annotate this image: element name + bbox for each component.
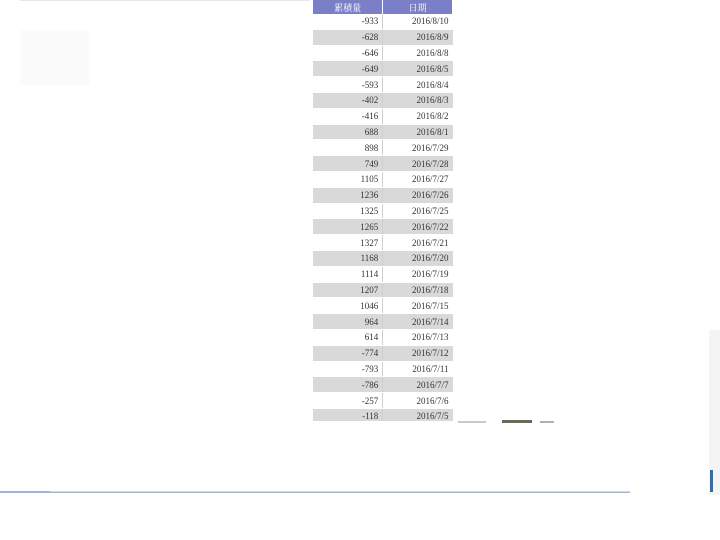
table-row (313, 314, 453, 330)
date-cell: 2016/8/8 (383, 45, 453, 61)
date-cell: 2016/7/27 (383, 171, 453, 187)
cumulative-volume-cell: -118 (313, 408, 383, 424)
cumulative-volume-cell: -628 (313, 29, 383, 45)
table-row (313, 140, 453, 156)
bottom-panel (0, 421, 720, 540)
cumulative-volume-cell: -774 (313, 345, 383, 361)
date-cell: 2016/7/29 (383, 140, 453, 156)
cumulative-volume-cell: 1046 (313, 298, 383, 314)
table-row (313, 156, 453, 172)
overlay-fragment (458, 421, 486, 423)
date-cell: 2016/7/19 (383, 266, 453, 282)
table-row (313, 377, 453, 393)
cumulative-volume-cell: -786 (313, 377, 383, 393)
date-cell: 2016/8/5 (383, 61, 453, 77)
table-row (313, 77, 453, 93)
cumulative-volume-cell: -593 (313, 77, 383, 93)
table-row (313, 187, 453, 203)
cumulative-volume-cell: -402 (313, 92, 383, 108)
table-row (313, 29, 453, 45)
cumulative-volume-cell: -649 (313, 61, 383, 77)
date-cell: 2016/7/21 (383, 235, 453, 251)
table-row (313, 14, 453, 29)
table-row (313, 345, 453, 361)
table-row (313, 298, 453, 314)
cumulative-volume-cell: -257 (313, 393, 383, 409)
date-cell: 2016/7/6 (383, 393, 453, 409)
cumulative-volume-cell: -933 (313, 14, 383, 29)
cumulative-volume-cell: 1168 (313, 250, 383, 266)
column-header-cumulative[interactable]: 累積量 (313, 0, 383, 14)
date-cell: 2016/7/22 (383, 219, 453, 235)
table-row (313, 171, 453, 187)
cumulative-volume-cell: 898 (313, 140, 383, 156)
table-row (313, 266, 453, 282)
blank-panel (20, 30, 90, 85)
table-row (313, 235, 453, 251)
date-cell: 2016/7/11 (383, 361, 453, 377)
date-cell: 2016/7/7 (383, 377, 453, 393)
date-cell: 2016/7/12 (383, 345, 453, 361)
date-cell: 2016/7/14 (383, 314, 453, 330)
cumulative-volume-cell: -416 (313, 108, 383, 124)
cumulative-volume-cell: 1207 (313, 282, 383, 298)
overlay-fragment (502, 420, 532, 423)
table-row (313, 203, 453, 219)
table-row (313, 361, 453, 377)
cumulative-volume-table (313, 0, 453, 456)
cumulative-volume-cell: 1114 (313, 266, 383, 282)
scrollbar-thumb[interactable] (710, 470, 713, 492)
date-cell: 2016/7/5 (383, 408, 453, 424)
date-cell: 2016/8/10 (383, 14, 453, 29)
cumulative-volume-cell: 964 (313, 314, 383, 330)
date-cell: 2016/7/15 (383, 298, 453, 314)
cumulative-volume-cell: 614 (313, 329, 383, 345)
table-row (313, 92, 453, 108)
date-cell: 2016/8/1 (383, 124, 453, 140)
bottom-divider-highlight (50, 491, 630, 492)
date-cell: 2016/8/2 (383, 108, 453, 124)
date-cell: 2016/8/9 (383, 29, 453, 45)
date-cell: 2016/8/4 (383, 77, 453, 93)
cumulative-volume-cell: 1325 (313, 203, 383, 219)
date-cell: 2016/7/25 (383, 203, 453, 219)
overlay-fragment (540, 421, 554, 423)
table-row (313, 61, 453, 77)
cumulative-volume-cell: 1236 (313, 187, 383, 203)
table-row (313, 329, 453, 345)
cumulative-volume-cell: -646 (313, 45, 383, 61)
date-cell: 2016/7/13 (383, 329, 453, 345)
date-cell: 2016/7/26 (383, 187, 453, 203)
cumulative-volume-cell: 1265 (313, 219, 383, 235)
table-header-row (313, 0, 453, 14)
table-row (313, 219, 453, 235)
table-row (313, 124, 453, 140)
cumulative-volume-cell: 1327 (313, 235, 383, 251)
table-row (313, 282, 453, 298)
cumulative-volume-cell: 688 (313, 124, 383, 140)
date-cell: 2016/7/28 (383, 156, 453, 172)
cumulative-volume-cell: 1105 (313, 171, 383, 187)
column-header-date[interactable]: 日期 (383, 0, 453, 14)
data-table-container (313, 0, 453, 421)
cumulative-volume-cell: -793 (313, 361, 383, 377)
date-cell: 2016/7/20 (383, 250, 453, 266)
table-row (313, 108, 453, 124)
table-row (313, 250, 453, 266)
top-divider (20, 0, 310, 1)
table-row (313, 393, 453, 409)
cumulative-volume-cell: 749 (313, 156, 383, 172)
date-cell: 2016/7/18 (383, 282, 453, 298)
date-cell: 2016/8/3 (383, 92, 453, 108)
table-row (313, 45, 453, 61)
